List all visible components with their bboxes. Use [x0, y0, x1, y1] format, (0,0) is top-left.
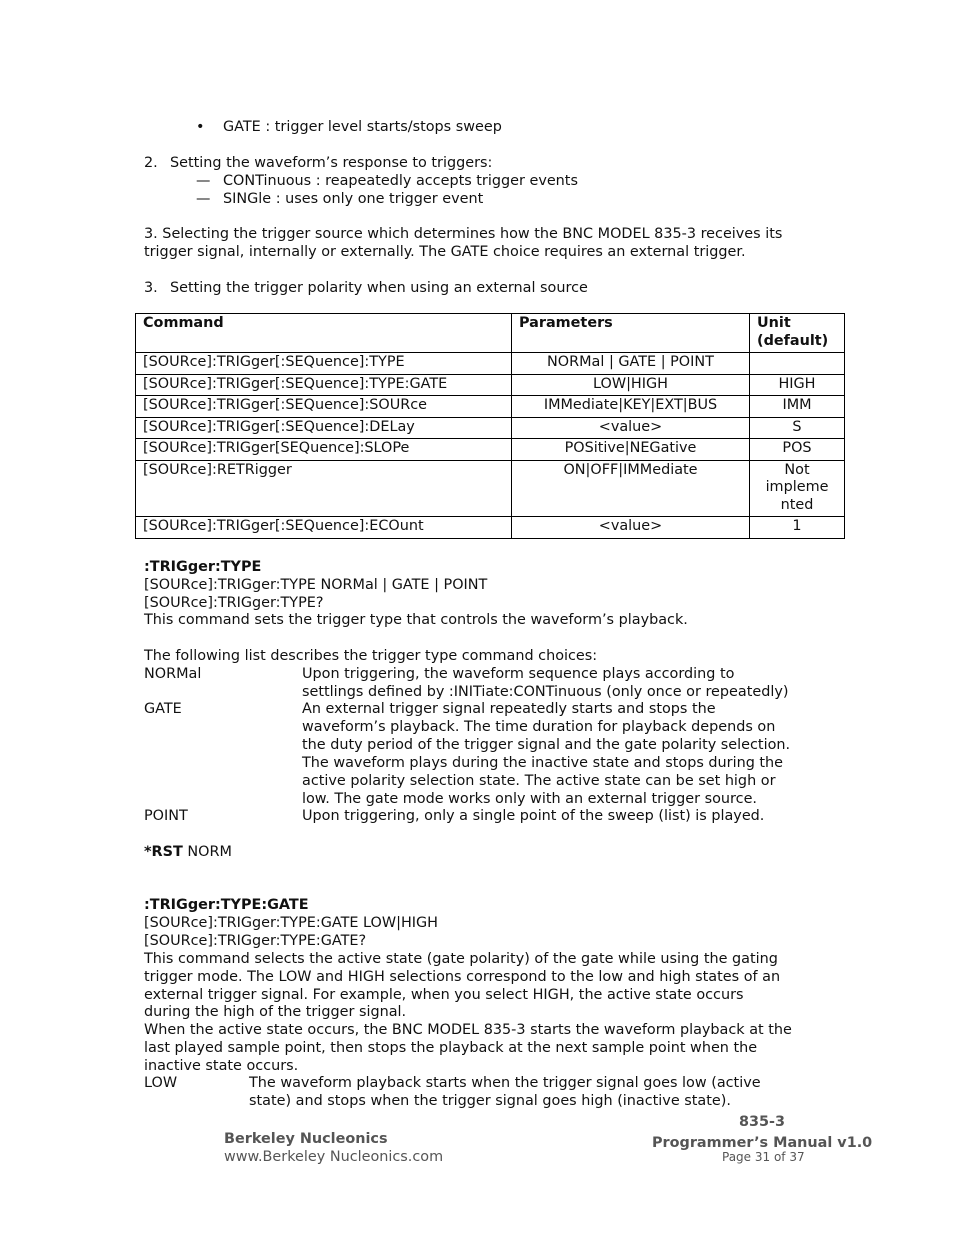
cell-unit [750, 353, 845, 375]
gate-paragraph-line: last played sample point, then stops the playback at the next sample point when the [144, 1040, 758, 1056]
gate-bullet-text: GATE : trigger level starts/stops sweep [223, 119, 502, 135]
rst-label: *RST [144, 844, 183, 860]
header-command: Command [136, 314, 512, 353]
gate-paragraph-line: during the high of the trigger signal. [144, 1004, 407, 1020]
rst-value: NORM [182, 844, 232, 860]
footer-page-number: Page 31 of 37 [722, 1150, 805, 1164]
term-normal: NORMal [144, 666, 202, 682]
cell-unit: IMM [750, 396, 845, 418]
desc-low-line: The waveform playback starts when the trigger signal goes low (active [249, 1075, 761, 1091]
gate-syntax-set: [SOURce]:TRIGger:TYPE:GATE LOW|HIGH [144, 915, 439, 931]
table-row [136, 396, 845, 418]
cell-parameters: ON|OFF|IMMediate [512, 460, 750, 517]
desc-low-line: state) and stops when the trigger signal goes high (inactive state). [249, 1093, 731, 1109]
type-syntax-set: [SOURce]:TRIGger:TYPE NORMal | GATE | POINT [144, 577, 488, 593]
term-point: POINT [144, 808, 188, 824]
item3b-number: 3. [144, 280, 158, 296]
cell-unit: S [750, 417, 845, 439]
type-heading: :TRIGger:TYPE [144, 559, 262, 575]
cell-unit: POS [750, 439, 845, 461]
header-unit-line2: (default) [757, 332, 829, 349]
table-row [136, 374, 845, 396]
sub-continuous: CONTinuous : reapeatedly accepts trigger events [223, 173, 578, 189]
unit-line2: impleme [765, 479, 829, 495]
desc-gate-line: An external trigger signal repeatedly starts and stops the [302, 701, 716, 717]
item2-number: 2. [144, 155, 158, 171]
gate-paragraph-line: external trigger signal. For example, when you select HIGH, the active state occurs [144, 987, 744, 1003]
command-table [135, 313, 845, 539]
footer-company: Berkeley Nucleonics [224, 1131, 388, 1147]
desc-normal-line: Upon triggering, the waveform sequence plays according to [302, 666, 735, 682]
cell-parameters: POSitive|NEGative [512, 439, 750, 461]
type-list-intro: The following list describes the trigger type command choices: [144, 648, 598, 664]
table-row [136, 353, 845, 375]
footer-website: www.Berkeley Nucleonics.com [224, 1149, 444, 1165]
header-unit-line1: Unit [757, 315, 791, 331]
item2-text: Setting the waveform’s response to triggers: [170, 155, 493, 171]
gate-paragraph-line: inactive state occurs. [144, 1058, 299, 1074]
table-row [136, 417, 845, 439]
cell-unit: 1 [750, 517, 845, 539]
cell-command: [SOURce]:TRIGger[:SEQuence]:SOURce [136, 396, 512, 418]
header-parameters: Parameters [512, 314, 750, 353]
cell-command: [SOURce]:TRIGger[SEQuence]:SLOPe [136, 439, 512, 461]
rst-line [144, 843, 232, 861]
cell-parameters: NORMal | GATE | POINT [512, 353, 750, 375]
desc-normal-line: settlings defined by :INITiate:CONTinuous (only once or repeatedly) [302, 684, 789, 700]
item3b-text: Setting the trigger polarity when using an external source [170, 280, 588, 296]
cell-command: [SOURce]:TRIGger[:SEQuence]:TYPE:GATE [136, 374, 512, 396]
desc-point-line: Upon triggering, only a single point of the sweep (list) is played. [302, 808, 765, 824]
desc-gate-line: the duty period of the trigger signal and the gate polarity selection. [302, 737, 791, 753]
desc-gate-line: active polarity selection state. The active state can be set high or [302, 773, 776, 789]
cell-command: [SOURce]:TRIGger[:SEQuence]:TYPE [136, 353, 512, 375]
item3a-line1: 3. Selecting the trigger source which determines how the BNC MODEL 835-3 receives its [144, 226, 783, 242]
type-syntax-query: [SOURce]:TRIGger:TYPE? [144, 595, 324, 611]
dash-marker: — [196, 173, 211, 189]
desc-gate-line: The waveform plays during the inactive state and stops during the [302, 755, 784, 771]
table-header-row [136, 314, 845, 353]
header-unit [750, 314, 845, 353]
cell-parameters: <value> [512, 517, 750, 539]
cell-parameters: <value> [512, 417, 750, 439]
sub-single: SINGle : uses only one trigger event [223, 191, 484, 207]
cell-command: [SOURce]:RETRigger [136, 460, 512, 517]
gate-paragraph-line: This command selects the active state (gate polarity) of the gate while using the gating [144, 951, 778, 967]
desc-gate-line: waveform’s playback. The time duration for playback depends on [302, 719, 776, 735]
gate-syntax-query: [SOURce]:TRIGger:TYPE:GATE? [144, 933, 367, 949]
term-low: LOW [144, 1075, 178, 1091]
gate-paragraph-line: When the active state occurs, the BNC MODEL 835-3 starts the waveform playback at the [144, 1022, 792, 1038]
cell-parameters: LOW|HIGH [512, 374, 750, 396]
footer-model: 835-3 [739, 1114, 786, 1130]
gate-heading: :TRIGger:TYPE:GATE [144, 897, 309, 913]
unit-line1: Not [784, 461, 810, 478]
footer-manual-title: Programmer’s Manual v1.0 [652, 1135, 873, 1151]
cell-parameters: IMMediate|KEY|EXT|BUS [512, 396, 750, 418]
unit-line3: nted [780, 496, 814, 513]
gate-paragraph-line: trigger mode. The LOW and HIGH selections correspond to the low and high states of an [144, 969, 781, 985]
table-row [136, 460, 845, 517]
term-gate: GATE [144, 701, 182, 717]
cell-command: [SOURce]:TRIGger[:SEQuence]:ECOunt [136, 517, 512, 539]
dash-marker: — [196, 191, 211, 207]
table-row [136, 439, 845, 461]
desc-gate-line: low. The gate mode works only with an external trigger source. [302, 791, 757, 807]
item3a-line2: trigger signal, internally or externally. The GATE choice requires an external trigger. [144, 244, 746, 260]
bullet-symbol: • [196, 119, 205, 135]
cell-unit [750, 460, 845, 517]
cell-command: [SOURce]:TRIGger[:SEQuence]:DELay [136, 417, 512, 439]
table-row [136, 517, 845, 539]
type-description: This command sets the trigger type that controls the waveform’s playback. [144, 612, 688, 628]
cell-unit: HIGH [750, 374, 845, 396]
